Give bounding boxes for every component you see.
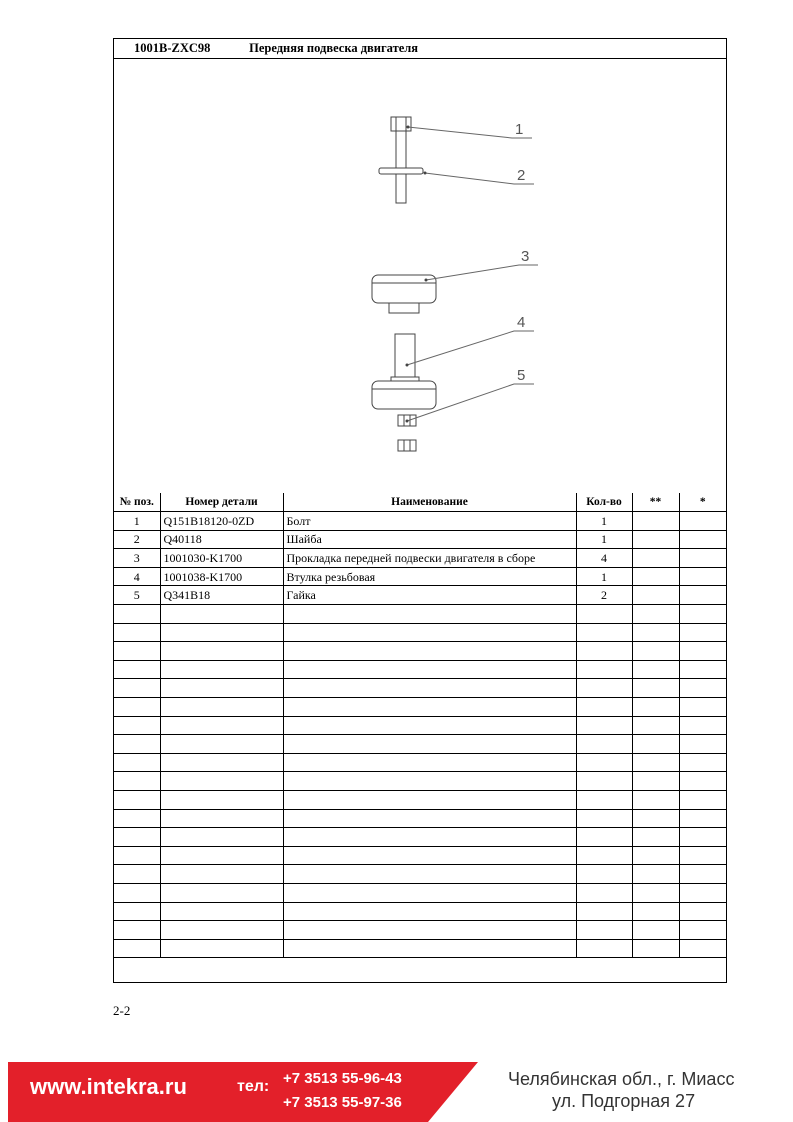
- cell-double-star: [632, 512, 679, 531]
- col-header-double-star: **: [632, 493, 679, 512]
- cell-name: Болт: [283, 512, 576, 531]
- cell-double-star: [632, 567, 679, 586]
- empty-table-row: [114, 735, 726, 754]
- cell-double-star: [632, 939, 679, 958]
- cell-name: Втулка резьбовая: [283, 567, 576, 586]
- cell-part-number: [160, 809, 283, 828]
- parts-sheet: [113, 38, 727, 983]
- cell-name: [283, 698, 576, 717]
- cell-pos: [114, 791, 160, 810]
- cell-pos: [114, 623, 160, 642]
- cell-pos: 1: [114, 512, 160, 531]
- parts-table: [114, 493, 726, 958]
- empty-table-row: [114, 921, 726, 940]
- cell-qty: [576, 716, 632, 735]
- cell-double-star: [632, 642, 679, 661]
- cell-pos: [114, 642, 160, 661]
- address-line-2: ул. Подгорная 27: [552, 1091, 696, 1111]
- cell-part-number: [160, 698, 283, 717]
- cell-star: [679, 735, 726, 754]
- callout-4: 4: [517, 314, 526, 331]
- cell-part-number: Q40118: [160, 530, 283, 549]
- cell-double-star: [632, 735, 679, 754]
- cell-qty: [576, 791, 632, 810]
- cell-star: [679, 883, 726, 902]
- assembly-code: 1001B-ZXC98: [134, 41, 211, 55]
- cell-double-star: [632, 865, 679, 884]
- cell-qty: 1: [576, 512, 632, 531]
- cell-part-number: [160, 902, 283, 921]
- empty-table-row: [114, 605, 726, 624]
- cell-name: [283, 623, 576, 642]
- cell-star: [679, 530, 726, 549]
- cell-name: [283, 716, 576, 735]
- cell-double-star: [632, 623, 679, 642]
- callout-5: 5: [517, 367, 526, 384]
- col-header-qty: Кол-во: [576, 493, 632, 512]
- cell-name: [283, 883, 576, 902]
- cell-double-star: [632, 679, 679, 698]
- cell-name: [283, 772, 576, 791]
- cell-pos: [114, 716, 160, 735]
- table-row: [114, 586, 726, 605]
- cell-pos: [114, 902, 160, 921]
- cell-qty: [576, 921, 632, 940]
- cell-star: [679, 753, 726, 772]
- cell-double-star: [632, 902, 679, 921]
- cell-qty: [576, 828, 632, 847]
- exploded-drawing: [114, 59, 726, 493]
- cell-pos: [114, 735, 160, 754]
- cell-qty: [576, 772, 632, 791]
- col-header-part-number: Номер детали: [160, 493, 283, 512]
- cell-part-number: [160, 679, 283, 698]
- cell-name: [283, 753, 576, 772]
- assembly-title: Передняя подвеска двигателя: [249, 41, 419, 55]
- cell-qty: [576, 809, 632, 828]
- empty-table-row: [114, 698, 726, 717]
- cell-name: [283, 939, 576, 958]
- table-header-row: [114, 493, 726, 512]
- cell-star: [679, 772, 726, 791]
- bolt-part: [391, 117, 411, 203]
- cell-qty: 2: [576, 586, 632, 605]
- cell-star: [679, 828, 726, 847]
- cell-pos: 5: [114, 586, 160, 605]
- empty-table-row: [114, 846, 726, 865]
- washer-part: [379, 168, 423, 174]
- cell-pos: [114, 605, 160, 624]
- empty-table-row: [114, 716, 726, 735]
- cell-qty: 1: [576, 567, 632, 586]
- cell-name: Прокладка передней подвески двигателя в сборе: [283, 549, 576, 568]
- cell-qty: [576, 735, 632, 754]
- empty-table-row: [114, 660, 726, 679]
- cell-star: [679, 921, 726, 940]
- cell-pos: [114, 883, 160, 902]
- cell-name: [283, 809, 576, 828]
- cell-part-number: [160, 660, 283, 679]
- address-line-1: Челябинская обл., г. Миасс: [508, 1069, 735, 1089]
- table-row: [114, 549, 726, 568]
- cell-name: [283, 902, 576, 921]
- cell-part-number: [160, 642, 283, 661]
- table-row: [114, 530, 726, 549]
- cell-part-number: [160, 735, 283, 754]
- cell-part-number: 1001030-K1700: [160, 549, 283, 568]
- cell-double-star: [632, 772, 679, 791]
- cell-star: [679, 716, 726, 735]
- cell-qty: 1: [576, 530, 632, 549]
- assembly-diagram: [114, 59, 726, 493]
- callout-1: 1: [515, 121, 524, 138]
- table-row: [114, 512, 726, 531]
- cell-name: Гайка: [283, 586, 576, 605]
- cell-part-number: [160, 623, 283, 642]
- cell-pos: [114, 772, 160, 791]
- cell-part-number: [160, 753, 283, 772]
- cell-pos: [114, 809, 160, 828]
- cell-double-star: [632, 530, 679, 549]
- empty-table-row: [114, 902, 726, 921]
- cell-qty: [576, 698, 632, 717]
- cell-part-number: [160, 716, 283, 735]
- cell-part-number: [160, 865, 283, 884]
- cell-star: [679, 679, 726, 698]
- cell-name: [283, 642, 576, 661]
- cell-qty: [576, 679, 632, 698]
- empty-table-row: [114, 883, 726, 902]
- cell-pos: [114, 846, 160, 865]
- table-row: [114, 567, 726, 586]
- cell-part-number: [160, 921, 283, 940]
- cell-star: [679, 549, 726, 568]
- cell-name: Шайба: [283, 530, 576, 549]
- cell-pos: [114, 921, 160, 940]
- cell-name: [283, 660, 576, 679]
- sheet-header: [114, 39, 726, 59]
- empty-table-row: [114, 642, 726, 661]
- website-link[interactable]: www.intekra.ru: [30, 1074, 187, 1099]
- cell-star: [679, 660, 726, 679]
- cell-name: [283, 679, 576, 698]
- empty-table-row: [114, 865, 726, 884]
- cell-double-star: [632, 846, 679, 865]
- cell-part-number: 1001038-K1700: [160, 567, 283, 586]
- cell-pos: [114, 939, 160, 958]
- cell-double-star: [632, 921, 679, 940]
- cell-star: [679, 809, 726, 828]
- empty-table-row: [114, 809, 726, 828]
- cell-name: [283, 828, 576, 847]
- cell-part-number: [160, 605, 283, 624]
- phone-2[interactable]: +7 3513 55-97-36: [283, 1094, 402, 1111]
- cell-pos: [114, 679, 160, 698]
- cell-qty: 4: [576, 549, 632, 568]
- callout-3: 3: [521, 248, 530, 265]
- cell-qty: [576, 883, 632, 902]
- cell-pos: [114, 828, 160, 847]
- callout-2: 2: [517, 167, 526, 184]
- cell-double-star: [632, 753, 679, 772]
- cell-double-star: [632, 698, 679, 717]
- bushing-part: [372, 334, 436, 409]
- cell-qty: [576, 605, 632, 624]
- cell-star: [679, 902, 726, 921]
- empty-table-row: [114, 791, 726, 810]
- cell-name: [283, 921, 576, 940]
- cell-star: [679, 512, 726, 531]
- cell-name: [283, 735, 576, 754]
- cell-pos: [114, 660, 160, 679]
- tel-label: тел:: [237, 1078, 270, 1095]
- cell-double-star: [632, 605, 679, 624]
- cell-star: [679, 623, 726, 642]
- empty-table-row: [114, 772, 726, 791]
- cell-pos: 3: [114, 549, 160, 568]
- cell-part-number: [160, 846, 283, 865]
- phone-1[interactable]: +7 3513 55-96-43: [283, 1070, 402, 1087]
- cell-double-star: [632, 883, 679, 902]
- cell-pos: [114, 753, 160, 772]
- cell-name: [283, 865, 576, 884]
- cell-star: [679, 791, 726, 810]
- cell-part-number: [160, 883, 283, 902]
- cell-star: [679, 846, 726, 865]
- cell-part-number: Q151B18120-0ZD: [160, 512, 283, 531]
- cell-double-star: [632, 809, 679, 828]
- cell-name: [283, 605, 576, 624]
- page-number: 2-2: [113, 1003, 131, 1018]
- cell-double-star: [632, 549, 679, 568]
- cell-qty: [576, 902, 632, 921]
- col-header-star: *: [679, 493, 726, 512]
- cell-pos: 4: [114, 567, 160, 586]
- cell-part-number: [160, 939, 283, 958]
- cell-part-number: Q341B18: [160, 586, 283, 605]
- cell-pos: 2: [114, 530, 160, 549]
- col-header-pos: № поз.: [114, 493, 160, 512]
- empty-table-row: [114, 939, 726, 958]
- empty-table-row: [114, 623, 726, 642]
- empty-table-row: [114, 753, 726, 772]
- cell-qty: [576, 865, 632, 884]
- empty-table-row: [114, 828, 726, 847]
- cell-pos: [114, 698, 160, 717]
- cell-qty: [576, 623, 632, 642]
- cell-name: [283, 791, 576, 810]
- cell-star: [679, 605, 726, 624]
- cell-double-star: [632, 791, 679, 810]
- cell-double-star: [632, 828, 679, 847]
- cell-star: [679, 698, 726, 717]
- footer: [0, 1058, 793, 1122]
- cell-star: [679, 865, 726, 884]
- cell-qty: [576, 642, 632, 661]
- cell-double-star: [632, 660, 679, 679]
- cell-part-number: [160, 772, 283, 791]
- cell-star: [679, 642, 726, 661]
- cell-qty: [576, 939, 632, 958]
- cell-part-number: [160, 791, 283, 810]
- cell-star: [679, 939, 726, 958]
- cell-double-star: [632, 586, 679, 605]
- cell-star: [679, 586, 726, 605]
- col-header-name: Наименование: [283, 493, 576, 512]
- cell-name: [283, 846, 576, 865]
- empty-table-row: [114, 679, 726, 698]
- cell-part-number: [160, 828, 283, 847]
- cell-pos: [114, 865, 160, 884]
- cell-qty: [576, 753, 632, 772]
- cell-qty: [576, 660, 632, 679]
- cell-qty: [576, 846, 632, 865]
- cell-double-star: [632, 716, 679, 735]
- cell-star: [679, 567, 726, 586]
